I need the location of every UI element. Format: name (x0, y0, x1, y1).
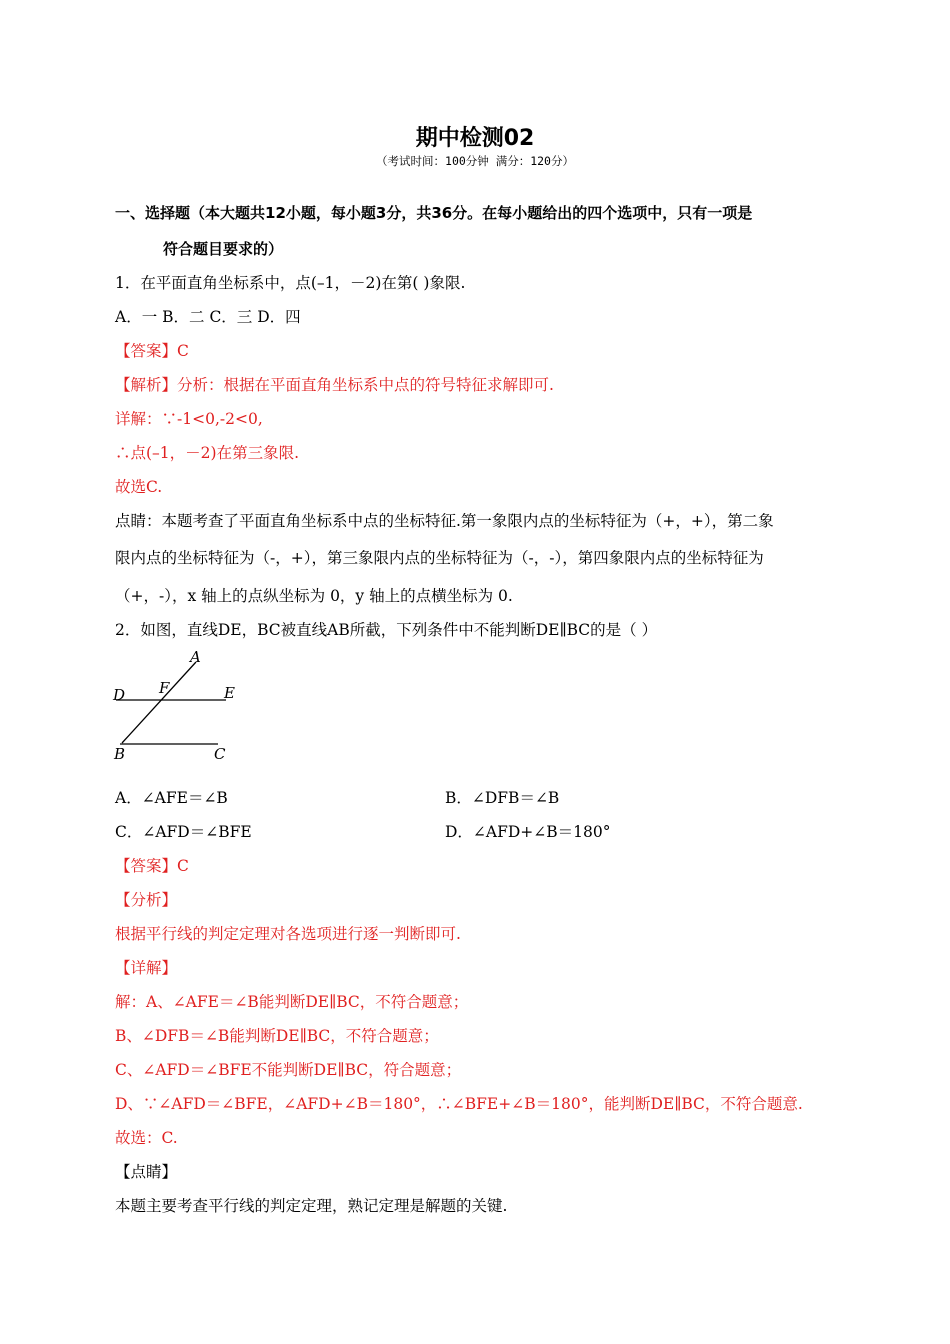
q2-detail-d: D、∵∠AFD＝∠BFE，∠AFD+∠B＝180°，∴∠BFE+∠B＝180°，能判断DE∥BC，不符合题意. (115, 1095, 803, 1113)
q1-detail: 详解：∵-1<0,-2<0, (115, 410, 263, 428)
parallel-lines-figure (108, 646, 248, 766)
q2-option-b: B．∠DFB＝∠B (445, 789, 560, 807)
q1-answer: 【答案】C (115, 342, 189, 360)
page-title: 期中检测02 (415, 126, 535, 151)
q2-detail-c: C、∠AFD＝∠BFE不能判断DE∥BC，符合题意； (115, 1061, 462, 1079)
q2-choice: 故选：C. (115, 1129, 178, 1147)
q2-option-d: D．∠AFD+∠B＝180° (445, 823, 611, 841)
label-c: C (214, 745, 226, 763)
q2-detail-a: 解：A、∠AFE＝∠B能判断DE∥BC，不符合题意； (115, 993, 469, 1011)
section-heading-cont: 符合题目要求的） (163, 240, 284, 258)
q1-comment-line3: （+，-），x 轴上的点纵坐标为 0，y 轴上的点横坐标为 0. (115, 587, 513, 605)
q1-choice: 故选C. (115, 478, 163, 496)
q1-therefore: ∴点(–1，－2)在第三象限. (115, 444, 299, 462)
q2-answer: 【答案】C (115, 857, 189, 875)
q1-options: A．一 B．二 C．三 D．四 (115, 308, 301, 326)
label-a: A (190, 648, 201, 666)
label-b: B (114, 745, 126, 763)
q1-stem: 1．在平面直角坐标系中，点(–1，－2)在第( )象限. (115, 274, 466, 292)
line-ab (122, 662, 196, 743)
label-f: F (159, 679, 170, 697)
label-e: E (224, 684, 235, 702)
q2-comment: 本题主要考查平行线的判定定理，熟记定理是解题的关键. (115, 1197, 508, 1215)
q2-analysis: 根据平行线的判定定理对各选项进行逐一判断即可. (115, 925, 461, 943)
q2-stem: 2．如图，直线DE，BC被直线AB所截，下列条件中不能判断DE∥BC的是（ ） (115, 621, 658, 639)
label-d: D (113, 686, 126, 704)
page-subtitle: （考试时间：100分钟 满分：120分） (376, 154, 574, 168)
section-heading: 一、选择题（本大题共12小题，每小题3分，共36分。在每小题给出的四个选项中，只有一项是 (115, 204, 753, 222)
q1-comment-line1: 点睛：本题考查了平面直角坐标系中点的坐标特征.第一象限内点的坐标特征为（+，+），第二象 (115, 512, 774, 530)
q2-detail-b: B、∠DFB＝∠B能判断DE∥BC，不符合题意； (115, 1027, 439, 1045)
q2-comment-title: 【点睛】 (115, 1163, 178, 1181)
q2-option-a: A．∠AFE＝∠B (115, 789, 228, 807)
q2-option-c: C．∠AFD＝∠BFE (115, 823, 252, 841)
q1-analysis: 【解析】分析：根据在平面直角坐标系中点的符号特征求解即可. (115, 376, 554, 394)
q2-analysis-title: 【分析】 (115, 891, 178, 909)
q1-comment-line2: 限内点的坐标特征为（-，+），第三象限内点的坐标特征为（-，-），第四象限内点的坐标特征为 (115, 549, 764, 567)
q2-detail-title: 【详解】 (115, 959, 178, 977)
